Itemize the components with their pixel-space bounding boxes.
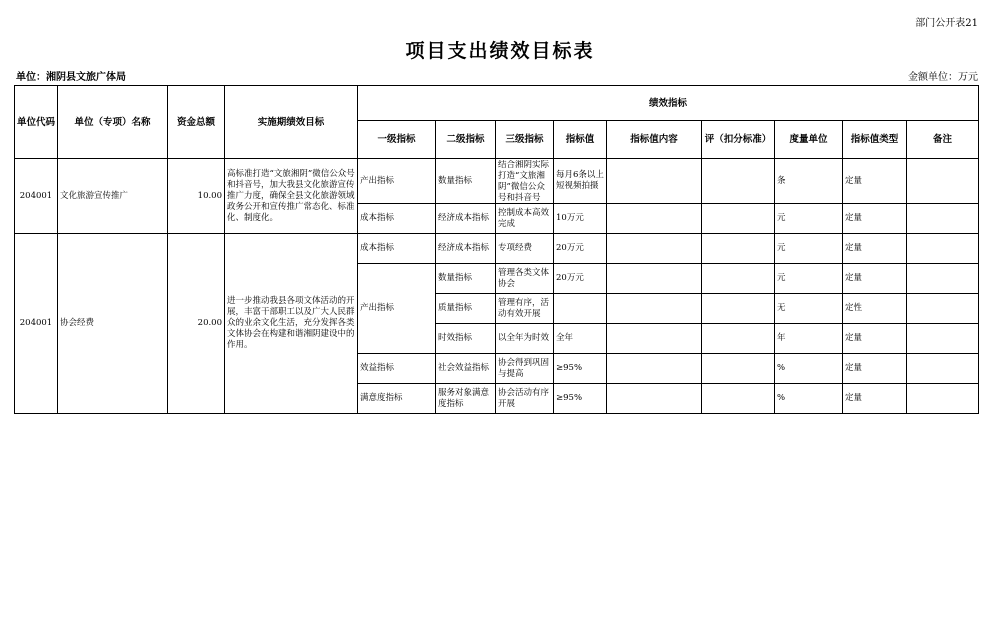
header-code: 单位代码: [15, 86, 58, 159]
header-name: 单位（专项）名称: [58, 86, 168, 159]
value-cell: 10万元: [554, 204, 607, 234]
value-cell: 20万元: [554, 264, 607, 294]
note-cell: [907, 294, 979, 324]
note-cell: [907, 159, 979, 204]
note-cell: [907, 384, 979, 414]
level3-cell: 专项经费: [496, 234, 554, 264]
value-cell: 每月6条以上短视频拍摄: [554, 159, 607, 204]
table-number-label: 部门公开表21: [915, 18, 978, 29]
measure-cell: 年: [775, 324, 843, 354]
header-value: 指标值: [554, 121, 607, 159]
header-level3: 三级指标: [496, 121, 554, 159]
content-cell: [607, 294, 702, 324]
content-cell: [607, 264, 702, 294]
type-cell: 定量: [843, 234, 907, 264]
note-cell: [907, 204, 979, 234]
content-cell: [607, 159, 702, 204]
measure-cell: 条: [775, 159, 843, 204]
measure-cell: 元: [775, 264, 843, 294]
header-content: 指标值内容: [607, 121, 702, 159]
score-cell: [702, 204, 775, 234]
project-amount: 10.00: [168, 159, 225, 234]
score-cell: [702, 324, 775, 354]
performance-table: [14, 85, 979, 414]
project-code: 204001: [15, 234, 58, 414]
content-cell: [607, 354, 702, 384]
score-cell: [702, 264, 775, 294]
type-cell: 定性: [843, 294, 907, 324]
level2-cell: 社会效益指标: [436, 354, 496, 384]
note-cell: [907, 264, 979, 294]
level3-cell: 协会活动有序开展: [496, 384, 554, 414]
level2-cell: 经济成本指标: [436, 204, 496, 234]
level1-cell: 产出指标: [358, 264, 436, 354]
type-cell: 定量: [843, 384, 907, 414]
type-cell: 定量: [843, 324, 907, 354]
level2-cell: 数量指标: [436, 264, 496, 294]
content-cell: [607, 204, 702, 234]
level2-cell: 质量指标: [436, 294, 496, 324]
level1-cell: 效益指标: [358, 354, 436, 384]
header-type: 指标值类型: [843, 121, 907, 159]
level1-cell: 产出指标: [358, 159, 436, 204]
measure-cell: %: [775, 354, 843, 384]
value-cell: [554, 294, 607, 324]
note-cell: [907, 234, 979, 264]
table-row: [15, 159, 979, 204]
project-goal: 高标准打造“文旅湘阴”微信公众号和抖音号，加大我县文化旅游宣传推广力度，确保全县文化旅游领域政务公开和宣传推广常态化、标准化、制度化。: [225, 159, 358, 234]
level3-cell: 结合湘阴实际打造“文旅湘阴”微信公众号和抖音号: [498, 160, 550, 202]
value-cell: 全年: [554, 324, 607, 354]
project-name: 文化旅游宣传推广: [58, 159, 168, 234]
header-note: 备注: [907, 121, 979, 159]
header-level1: 一级指标: [358, 121, 436, 159]
level2-cell: 服务对象满意度指标: [436, 384, 496, 414]
measure-cell: 无: [775, 294, 843, 324]
content-cell: [607, 324, 702, 354]
level3-cell: 管理各类文体协会: [496, 264, 554, 294]
measure-cell: %: [775, 384, 843, 414]
content-cell: [607, 384, 702, 414]
page-title: 项目支出绩效目标表: [405, 40, 595, 62]
score-cell: [702, 294, 775, 324]
type-cell: 定量: [843, 264, 907, 294]
project-amount: 20.00: [168, 234, 225, 414]
score-cell: [702, 159, 775, 204]
level3-cell: 控制成本高效完成: [496, 204, 554, 234]
unit-label: 单位：湘阴县文旅广体局: [16, 72, 126, 83]
level1-cell: 满意度指标: [358, 384, 436, 414]
value-cell: ≥95%: [554, 354, 607, 384]
note-cell: [907, 324, 979, 354]
level1-cell: 成本指标: [358, 204, 436, 234]
table-row: [15, 234, 979, 264]
content-cell: [607, 234, 702, 264]
level2-cell: 时效指标: [436, 324, 496, 354]
type-cell: 定量: [843, 204, 907, 234]
note-cell: [907, 354, 979, 384]
value-cell: 20万元: [554, 234, 607, 264]
project-code: 204001: [15, 159, 58, 234]
type-cell: 定量: [843, 354, 907, 384]
level2-cell: 经济成本指标: [436, 234, 496, 264]
header-score: 评（扣分标准）: [702, 121, 775, 159]
level3-cell: 以全年为时效: [496, 324, 554, 354]
level3-cell: 协会得到巩固与提高: [496, 354, 554, 384]
money-unit-label: 金额单位：万元: [908, 72, 978, 83]
header-goal: 实施期绩效目标: [225, 86, 358, 159]
value-cell: ≥95%: [554, 384, 607, 414]
header-level2: 二级指标: [436, 121, 496, 159]
level1-cell: 成本指标: [358, 234, 436, 264]
project-name: 协会经费: [58, 234, 168, 414]
score-cell: [702, 384, 775, 414]
score-cell: [702, 234, 775, 264]
header-perf: 绩效指标: [358, 86, 979, 121]
header-amount: 资金总额: [168, 86, 225, 159]
header-measure: 度量单位: [775, 121, 843, 159]
score-cell: [702, 354, 775, 384]
measure-cell: 元: [775, 234, 843, 264]
project-goal: 进一步推动我县各项文体活动的开展，丰富干部职工以及广大人民群众的业余文化生活，充分发挥各类文体协会在构建和谐湘阴建设中的作用。: [225, 234, 358, 414]
type-cell: 定量: [843, 159, 907, 204]
level3-cell: 管理有序，活动有效开展: [496, 294, 554, 324]
level2-cell: 数量指标: [436, 159, 496, 204]
measure-cell: 元: [775, 204, 843, 234]
